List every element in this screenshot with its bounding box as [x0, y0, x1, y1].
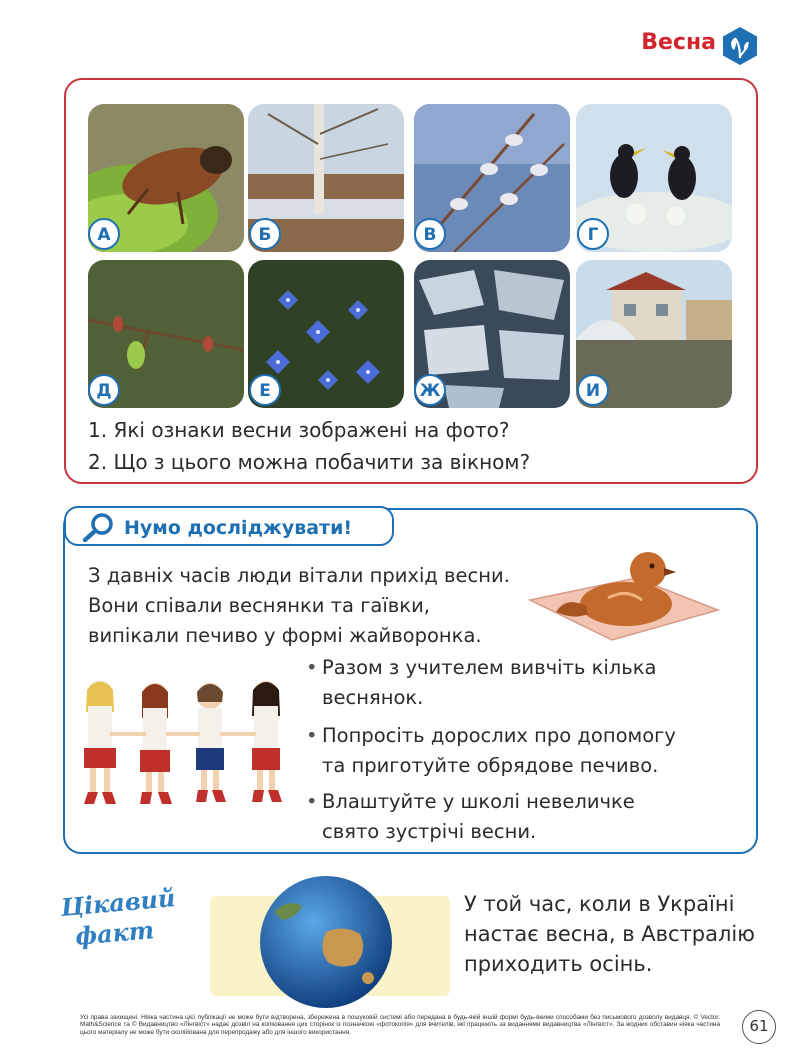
- section-title: Весна: [641, 30, 716, 55]
- photo-label-y: И: [577, 374, 609, 406]
- explore-title: Нумо досліджувати!: [124, 517, 353, 539]
- globe-icon: [256, 872, 396, 1012]
- intro-line-2: Вони співали веснянки та гаївки,: [88, 594, 430, 617]
- lark-cookie-illustration: [526, 540, 722, 644]
- photo-label-b: Б: [249, 218, 281, 250]
- fact-label: Цікавий факт: [59, 883, 177, 951]
- page-number: 61: [742, 1010, 776, 1044]
- copyright-notice: Усі права захищені. Ніяка частина цієї публікації не може бути відтворена, збережена в пошуковій системі або передана в будь-якій іншій формі будь-якими способами без письмового дозволу видавця. © Vector. Math&Science та © Видавництво «Лінгвіст» надає дозвіл на копіювання цих сторінок із позначкою «фотокопія» для вчителів, які працюють за виданнями видавництва «Лінгвіст». За жодних обставин ніяка частина цього матеріалу не може бути скопійована для перепродажу або для іншого використання.: [80, 1014, 720, 1036]
- fact-line-3: приходить осінь.: [464, 952, 653, 976]
- question-2: 2. Що з цього можна побачити за вікном?: [88, 450, 531, 474]
- children-illustration: [70, 672, 296, 808]
- spring-snowdrop-icon: [720, 26, 760, 66]
- question-1: 1. Які ознаки весни зображені на фото?: [88, 418, 510, 442]
- photo-label-h: Г: [577, 218, 609, 250]
- fact-line-1: У той час, коли в Україні: [464, 892, 735, 916]
- photo-label-ye: Е: [249, 374, 281, 406]
- intro-line-1: З давніх часів люди вітали прихід весни.: [88, 564, 510, 587]
- magnifier-icon: [82, 512, 116, 542]
- intro-line-3: випікали печиво у формі жайворонка.: [88, 624, 482, 647]
- photo-label-v: В: [414, 218, 446, 250]
- photo-label-d: Д: [88, 374, 120, 406]
- fact-line-2: настає весна, в Австралію: [464, 922, 755, 946]
- photo-label-zh: Ж: [414, 374, 446, 406]
- photo-label-a: А: [88, 218, 120, 250]
